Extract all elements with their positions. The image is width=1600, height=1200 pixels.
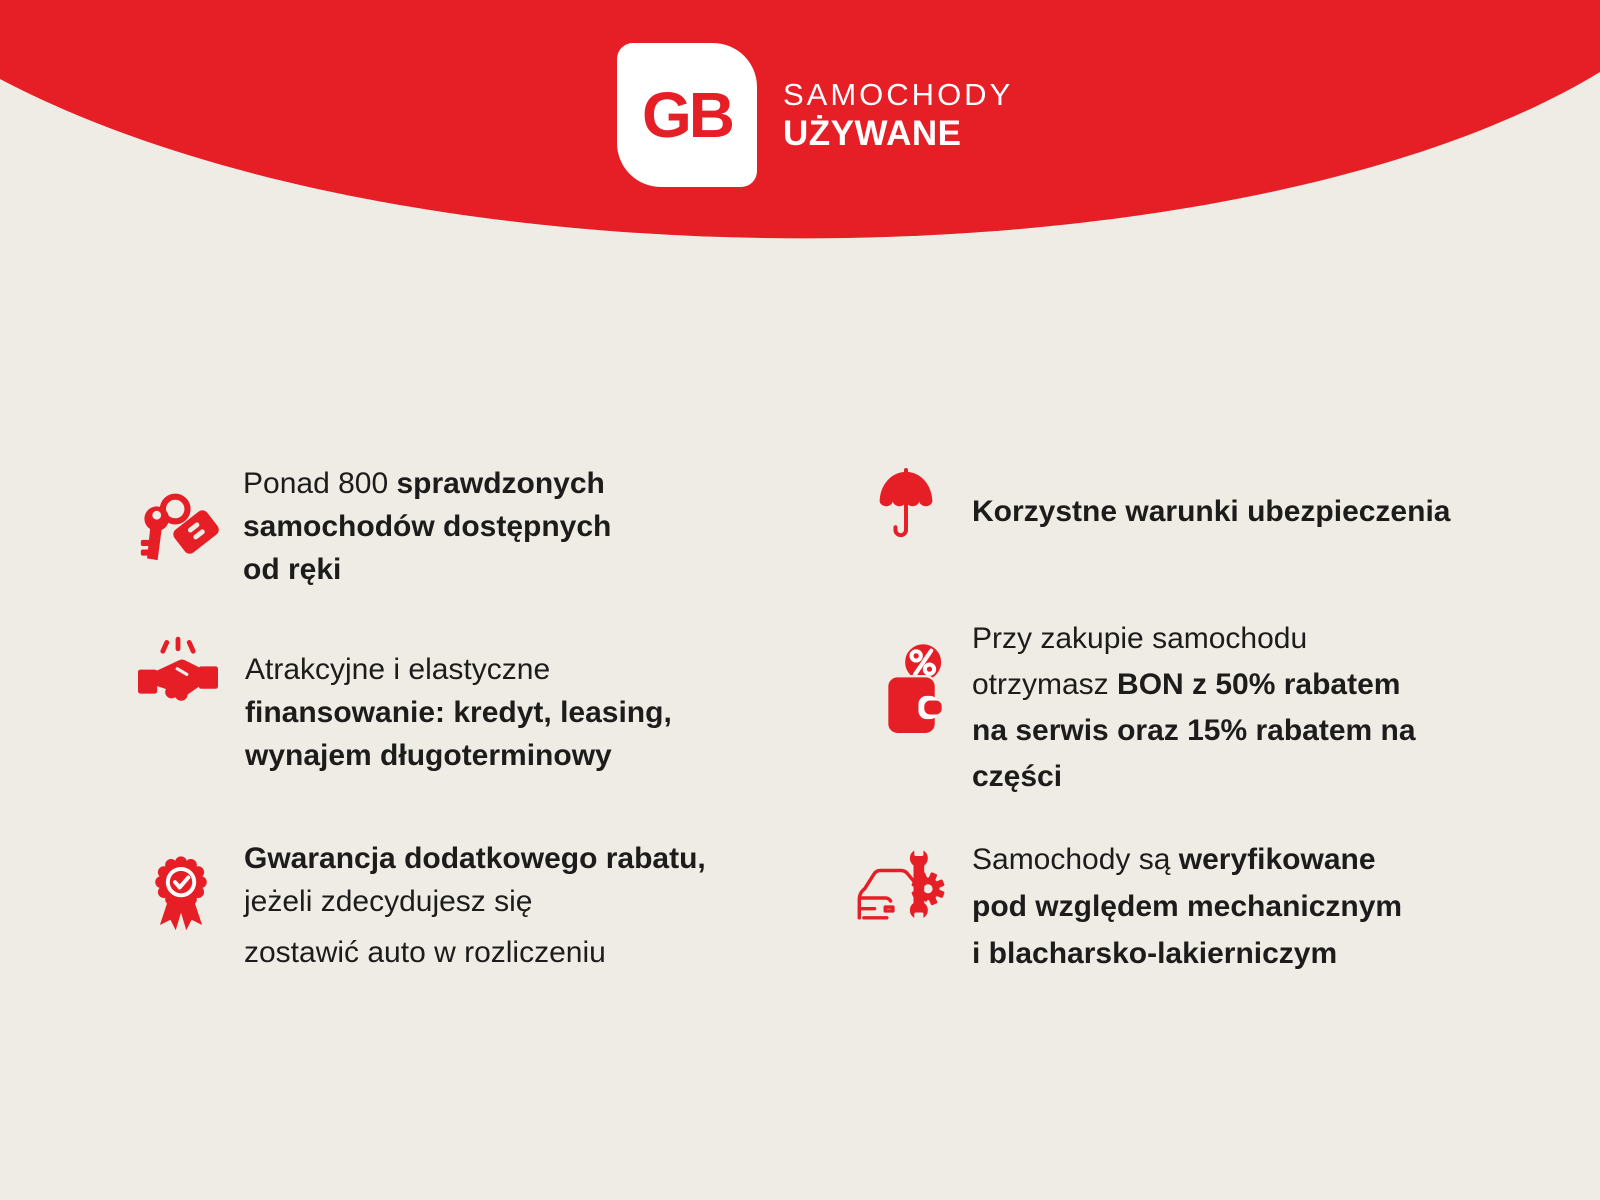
feature-text: Korzystne warunki ubezpieczenia <box>972 495 1451 528</box>
gb-logo <box>617 43 757 187</box>
car-service-icon <box>853 843 945 927</box>
feature-text: Ponad 800 sprawdzonych samochodów dostępnych od ręki <box>243 467 612 586</box>
brand-title-line2: UŻYWANE <box>783 114 962 153</box>
feature-text: Gwarancja dodatkowego rabatu, jeżeli zdecydujesz się zostawić auto w rozliczeniu <box>244 842 706 969</box>
feature-text: Samochody są weryfikowane pod względem mechanicznym i blacharsko-lakierniczym <box>972 843 1403 970</box>
header-curve-shape <box>0 0 1600 310</box>
gb-logo-text: GB <box>642 79 732 151</box>
umbrella-icon <box>873 464 939 553</box>
feature-text: Atrakcyjne i elastyczne finansowanie: kredyt, leasing, wynajem długoterminowy <box>245 653 672 772</box>
brand-title <box>783 76 1013 154</box>
wallet-percent-icon <box>886 640 944 739</box>
key-with-price-tag-icon <box>140 486 228 562</box>
award-badge-check-icon <box>148 851 214 937</box>
feature-text: Przy zakupie samochodu otrzymasz BON z 50% rabatem na serwis oraz 15% rabatem na części <box>972 622 1416 793</box>
brand-title-line1: SAMOCHODY <box>783 77 1014 112</box>
handshake-icon <box>138 636 218 716</box>
